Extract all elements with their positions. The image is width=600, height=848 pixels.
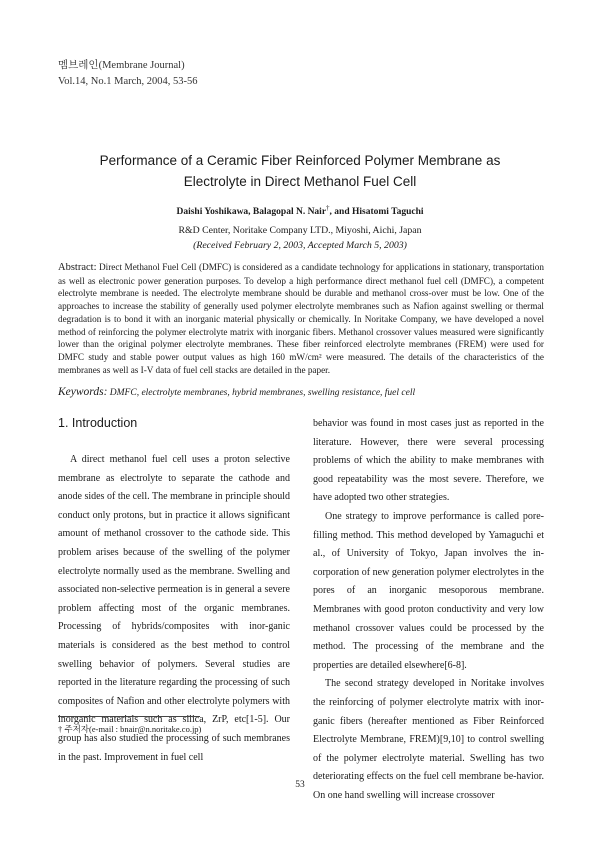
abstract-text: Direct Methanol Fuel Cell (DMFC) is considered as a candidate technology for applications in stationary, transportation as well as electronic power generation purposes. To develop a high performance direct methanol fuel cell (DMFC), a competent electrolyte membrane is needed. The electrolyte membrane should be durable and methanol cross-over must be low. One of the approaches to increase the stability of generally used polymer electrolyte membranes such as Nafion against swelling or thermal degradation is to bond it with an inorganic material physically or chemically. In Noritake Company, we have developed a novel method of reinforcing the polymer electrolyte matrix with inorganic fibers. Methanol crossover values measured were significantly lower than the original polymer electrolyte membranes. These fiber reinforced electrolyte membranes (FREM) were used for DMFC study and stable power output values as high 160 mW/cm² were measured. The details of the characteristics of the membranes as well as I-V data of fuel cell stacks are detailed in the paper. [58,262,544,375]
paper-title [0,150,600,192]
authors-part-2: , and Hisatomi Taguchi [329,207,424,218]
paragraph: The second strategy developed in Noritake involves the reinforcing of polymer electrolyte matrix with inor-ganic fibers (hereafter mentioned as Fiber Reinforced Electrolyte Membrane, FREM)[9,10] to control swelling of the polymer electrolyte material. Swelling has two deteriorating effects on the fuel cell membrane be-havior. On one hand swelling will increase crossover [313,678,544,801]
journal-header [58,58,198,90]
journal-volume: Vol.14, No.1 March, 2004, 53-56 [58,76,198,87]
left-column [58,451,290,767]
keywords [58,386,415,398]
abstract-label: Abstract: [58,262,97,273]
corresponding-author-mark: † [326,204,330,212]
footnote-rule [58,716,200,717]
section-heading-introduction: 1. Introduction [58,416,138,430]
paragraph: behavior was found in most cases just as reported in the literature. However, there were several processing problems of which the ability to make membranes with good repeatability was the most severe. Therefore, we have adopted two other strategies. [313,418,544,504]
keywords-text: DMFC, electrolyte membranes, hybrid membranes, swelling resistance, fuel cell [109,388,416,398]
paragraph: A direct methanol fuel cell uses a proton selective membrane as electrolyte to separate the cathode and anode sides of the cell. The membrane in principle should conduct only protons, but in practice it allows significant amount of methanol crossover to the cathode side. This problem arises because of the swelling of the polymer electrolyte normally used as the membrane. Swelling and associated non-selective permeation is in general a severe problem affecting most of the organic membranes. Processing of hybrids/composites with inor-ganic materials is considered as the best method to control swelling behavior of polymers. Several studies are reported in the literature regarding the processing of such composites of Nafion and other electrolyte polymers with inorganic materials such as silica, ZrP, etc[1-5]. Our group has also studied the processing of such membranes in the past. Improvement in fuel cell [58,454,290,763]
authors [0,204,600,217]
journal-name: 멤브레인(Membrane Journal) [58,60,185,71]
right-column [313,415,544,805]
title-line-2: Electrolyte in Direct Methanol Fuel Cell [183,174,417,189]
received-dates: (Received February 2, 2003, Accepted March 5, 2003) [193,240,407,251]
title-line-1: Performance of a Ceramic Fiber Reinforced Polymer Membrane as [99,153,501,168]
affiliation [0,223,600,253]
footnote: † 주저자(e-mail : bnair@n.noritake.co.jp) [58,724,202,734]
affiliation-line: R&D Center, Noritake Company LTD., Miyoshi, Aichi, Japan [178,225,422,236]
paragraph: One strategy to improve performance is called pore-filling method. This method developed by Yamaguchi et al., of University of Tokyo, Japan involves the in-corporation of new generation polymer electrolytes in the pores of an inorganic mesoporous membrane. Membranes with good proton conductivity and very low methanol crossover values could be processed by the method. The processing of the membrane and the properties are detailed elsewhere[6-8]. [313,510,544,671]
abstract [58,261,544,376]
keywords-label: Keywords: [58,386,108,398]
page-number: 53 [295,780,305,790]
authors-part-1: Daishi Yoshikawa, Balagopal N. Nair [176,207,327,218]
